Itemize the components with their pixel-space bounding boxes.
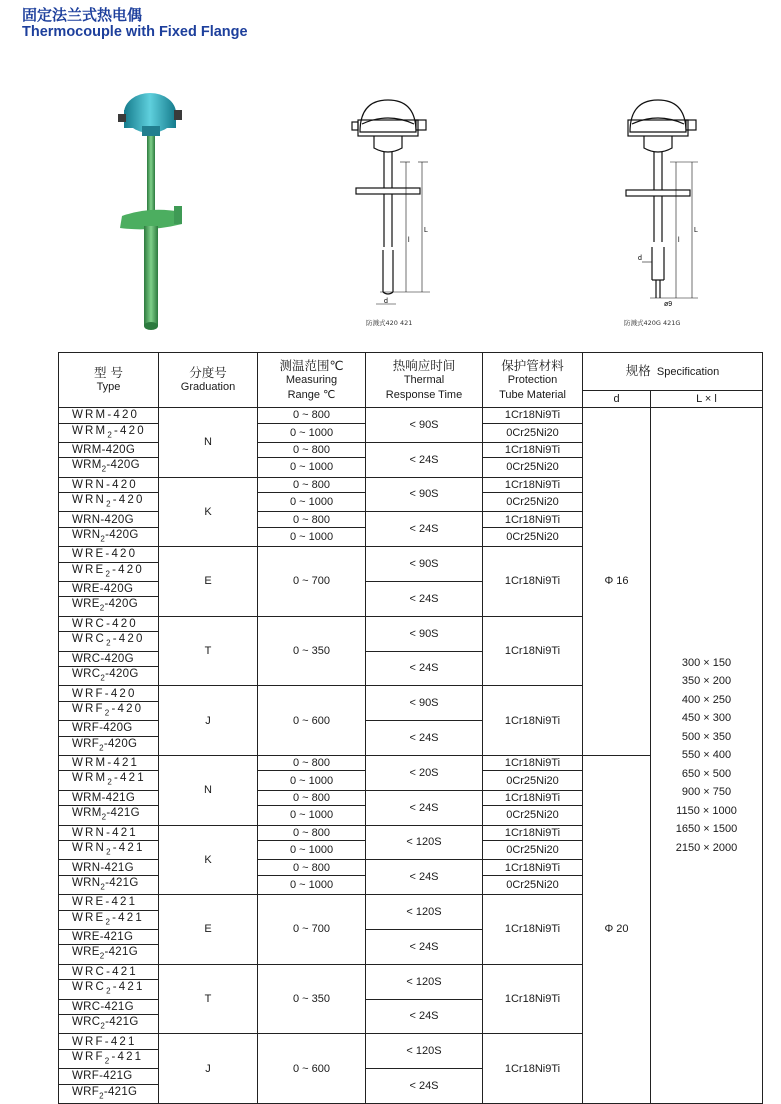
type-cell: $WRF_2-420$ <box>59 701 159 720</box>
spec-item: 900 × 750 <box>681 786 732 799</box>
material-cell: 0Cr25Ni20 <box>483 458 583 477</box>
graduation-cell: N <box>159 408 258 478</box>
material-cell: 1Cr18Ni9Ti <box>483 616 583 686</box>
response-cell: < 90S <box>366 616 483 651</box>
type-cell: WRE-421G <box>59 929 159 945</box>
range-cell: 0 ~ 1000 <box>258 458 366 477</box>
graduation-cell: E <box>159 547 258 617</box>
material-cell: 1Cr18Ni9Ti <box>483 895 583 965</box>
type-cell: WRN-421G <box>59 860 159 876</box>
type-cell: WRM-421 <box>59 755 159 771</box>
response-cell: < 24S <box>366 442 483 477</box>
spec-item: 300 × 150 <box>681 656 732 669</box>
caption-420g-421g: 防溅式420G 421G <box>624 319 681 327</box>
type-cell: WRC-420 <box>59 616 159 632</box>
type-cell: WRM-421G <box>59 790 159 806</box>
material-cell: 0Cr25Ni20 <box>483 423 583 442</box>
range-cell: 0 ~ 800 <box>258 790 366 806</box>
material-cell: 1Cr18Ni9Ti <box>483 860 583 876</box>
page-title-cn: 固定法兰式热电偶 <box>22 6 143 24</box>
graduation-cell: T <box>159 616 258 686</box>
range-cell: 0 ~ 1000 <box>258 423 366 442</box>
type-cell: $WRC_2-421G$ <box>59 1015 159 1034</box>
graduation-cell: J <box>159 1034 258 1104</box>
type-cell: WRF-420G <box>59 721 159 737</box>
thermocouple-photo <box>100 88 210 333</box>
type-cell: $WRE_2-421$ <box>59 910 159 929</box>
response-cell: < 24S <box>366 581 483 616</box>
response-cell: < 24S <box>366 651 483 686</box>
material-cell: 1Cr18Ni9Ti <box>483 408 583 424</box>
response-cell: < 24S <box>366 860 483 895</box>
material-cell: 0Cr25Ni20 <box>483 771 583 790</box>
material-cell: 0Cr25Ni20 <box>483 806 583 825</box>
response-cell: < 90S <box>366 547 483 582</box>
range-cell: 0 ~ 1000 <box>258 771 366 790</box>
type-cell: $WRC_2-421$ <box>59 980 159 999</box>
type-cell: $WRN_2-421$ <box>59 841 159 860</box>
spec-item: 450 × 300 <box>681 712 732 725</box>
material-cell: 0Cr25Ni20 <box>483 841 583 860</box>
header-d: d <box>583 391 651 408</box>
type-cell: $WRM_2-420G$ <box>59 458 159 477</box>
header-specification: 规格 Specification <box>583 353 763 391</box>
dim-L-label: L <box>424 227 428 234</box>
type-cell: WRC-421G <box>59 999 159 1015</box>
type-cell: WRN-420G <box>59 512 159 528</box>
response-cell: < 120S <box>366 895 483 930</box>
graduation-cell: J <box>159 686 258 756</box>
drawing-420-421 <box>340 92 450 307</box>
type-cell: $WRM_2-420$ <box>59 423 159 442</box>
type-cell: WRF-421G <box>59 1069 159 1085</box>
response-cell: < 120S <box>366 1034 483 1069</box>
dim-phi9-label: ø9 <box>664 301 673 308</box>
range-cell: 0 ~ 1000 <box>258 875 366 894</box>
range-cell: 0 ~ 1000 <box>258 806 366 825</box>
type-cell: $WRN_2-420G$ <box>59 527 159 546</box>
type-cell: WRN-420 <box>59 477 159 493</box>
spec-item: 350 × 200 <box>681 675 732 688</box>
material-cell: 1Cr18Ni9Ti <box>483 790 583 806</box>
response-cell: < 120S <box>366 964 483 999</box>
drawing-420g-421g <box>620 92 730 312</box>
response-cell: < 24S <box>366 1069 483 1104</box>
spec-item: 1150 × 1000 <box>676 804 737 817</box>
type-cell: WRM-420G <box>59 442 159 458</box>
type-cell: $WRE_2-420G$ <box>59 597 159 616</box>
type-cell: $WRF_2-421G$ <box>59 1084 159 1103</box>
type-cell: $WRN_2-420$ <box>59 493 159 512</box>
header-range: 测温范围℃ Measuring Range ℃ <box>258 353 366 408</box>
type-cell: $WRE_2-421G$ <box>59 945 159 964</box>
spec-item: 500 × 350 <box>681 730 732 743</box>
range-cell: 0 ~ 800 <box>258 860 366 876</box>
graduation-cell: T <box>159 964 258 1034</box>
range-cell: 0 ~ 800 <box>258 825 366 841</box>
range-cell: 0 ~ 1000 <box>258 527 366 546</box>
graduation-cell: K <box>159 825 258 895</box>
type-cell: $WRN_2-421G$ <box>59 875 159 894</box>
range-cell: 0 ~ 600 <box>258 686 366 756</box>
range-cell: 0 ~ 700 <box>258 547 366 617</box>
table-row <box>59 408 763 424</box>
spec-table <box>58 352 763 1104</box>
range-cell: 0 ~ 800 <box>258 755 366 771</box>
type-cell: $WRF_2-421$ <box>59 1049 159 1068</box>
range-cell: 0 ~ 700 <box>258 895 366 965</box>
material-cell: 1Cr18Ni9Ti <box>483 1034 583 1104</box>
spec-item: 400 × 250 <box>681 693 732 706</box>
material-cell: 1Cr18Ni9Ti <box>483 477 583 493</box>
range-cell: 0 ~ 800 <box>258 408 366 424</box>
response-cell: < 90S <box>366 686 483 721</box>
type-cell: $WRM_2-421G$ <box>59 806 159 825</box>
type-cell: WRE-421 <box>59 895 159 911</box>
response-cell: < 24S <box>366 790 483 825</box>
spec-item: 550 × 400 <box>681 749 732 762</box>
graduation-cell: N <box>159 755 258 825</box>
material-cell: 0Cr25Ni20 <box>483 875 583 894</box>
d-cell: Φ 20 <box>583 755 651 1103</box>
type-cell: $WRM_2-421$ <box>59 771 159 790</box>
header-type: 型 号 Type <box>59 353 159 408</box>
spec-item: 1650 × 1500 <box>675 823 738 836</box>
material-cell: 1Cr18Ni9Ti <box>483 825 583 841</box>
material-cell: 0Cr25Ni20 <box>483 527 583 546</box>
dim-l-label: l <box>408 237 410 244</box>
range-cell: 0 ~ 800 <box>258 512 366 528</box>
type-cell: WRC-420G <box>59 651 159 667</box>
header-Lxl: L × l <box>651 391 763 408</box>
dim-d-label-right: d <box>638 255 642 262</box>
type-cell: WRF-421 <box>59 1034 159 1050</box>
material-cell: 1Cr18Ni9Ti <box>483 547 583 617</box>
spec-list-cell <box>651 408 763 1104</box>
type-cell: WRM-420 <box>59 408 159 424</box>
header-graduation: 分度号 Graduation <box>159 353 258 408</box>
material-cell: 0Cr25Ni20 <box>483 493 583 512</box>
range-cell: 0 ~ 800 <box>258 477 366 493</box>
material-cell: 1Cr18Ni9Ti <box>483 512 583 528</box>
response-cell: < 24S <box>366 929 483 964</box>
header-material: 保护管材料 Protection Tube Material <box>483 353 583 408</box>
d-cell: Φ 16 <box>583 408 651 756</box>
type-cell: $WRF_2-420G$ <box>59 736 159 755</box>
graduation-cell: K <box>159 477 258 547</box>
range-cell: 0 ~ 800 <box>258 442 366 458</box>
type-cell: WRN-421 <box>59 825 159 841</box>
material-cell: 1Cr18Ni9Ti <box>483 964 583 1034</box>
type-cell: $WRC_2-420G$ <box>59 667 159 686</box>
type-cell: WRF-420 <box>59 686 159 702</box>
graduation-cell: E <box>159 895 258 965</box>
dim-l-label-right: l <box>678 237 680 244</box>
spec-item: 650 × 500 <box>681 767 732 780</box>
material-cell: 1Cr18Ni9Ti <box>483 686 583 756</box>
response-cell: < 20S <box>366 755 483 790</box>
dim-d-label: d <box>384 298 388 305</box>
header-response: 热响应时间 Thermal Response Time <box>366 353 483 408</box>
response-cell: < 120S <box>366 825 483 860</box>
range-cell: 0 ~ 350 <box>258 616 366 686</box>
type-cell: WRE-420G <box>59 581 159 597</box>
type-cell: $WRC_2-420$ <box>59 632 159 651</box>
caption-420-421: 防溅式420 421 <box>366 319 413 327</box>
range-cell: 0 ~ 1000 <box>258 493 366 512</box>
range-cell: 0 ~ 350 <box>258 964 366 1034</box>
dim-L-label-right: L <box>694 227 698 234</box>
response-cell: < 24S <box>366 512 483 547</box>
type-cell: WRC-421 <box>59 964 159 980</box>
spec-item: 2150 × 2000 <box>675 841 738 854</box>
response-cell: < 90S <box>366 408 483 443</box>
page-title-en: Thermocouple with Fixed Flange <box>22 24 248 40</box>
range-cell: 0 ~ 1000 <box>258 841 366 860</box>
type-cell: $WRE_2-420$ <box>59 562 159 581</box>
response-cell: < 90S <box>366 477 483 512</box>
material-cell: 1Cr18Ni9Ti <box>483 755 583 771</box>
response-cell: < 24S <box>366 999 483 1034</box>
response-cell: < 24S <box>366 721 483 756</box>
material-cell: 1Cr18Ni9Ti <box>483 442 583 458</box>
range-cell: 0 ~ 600 <box>258 1034 366 1104</box>
type-cell: WRE-420 <box>59 547 159 563</box>
